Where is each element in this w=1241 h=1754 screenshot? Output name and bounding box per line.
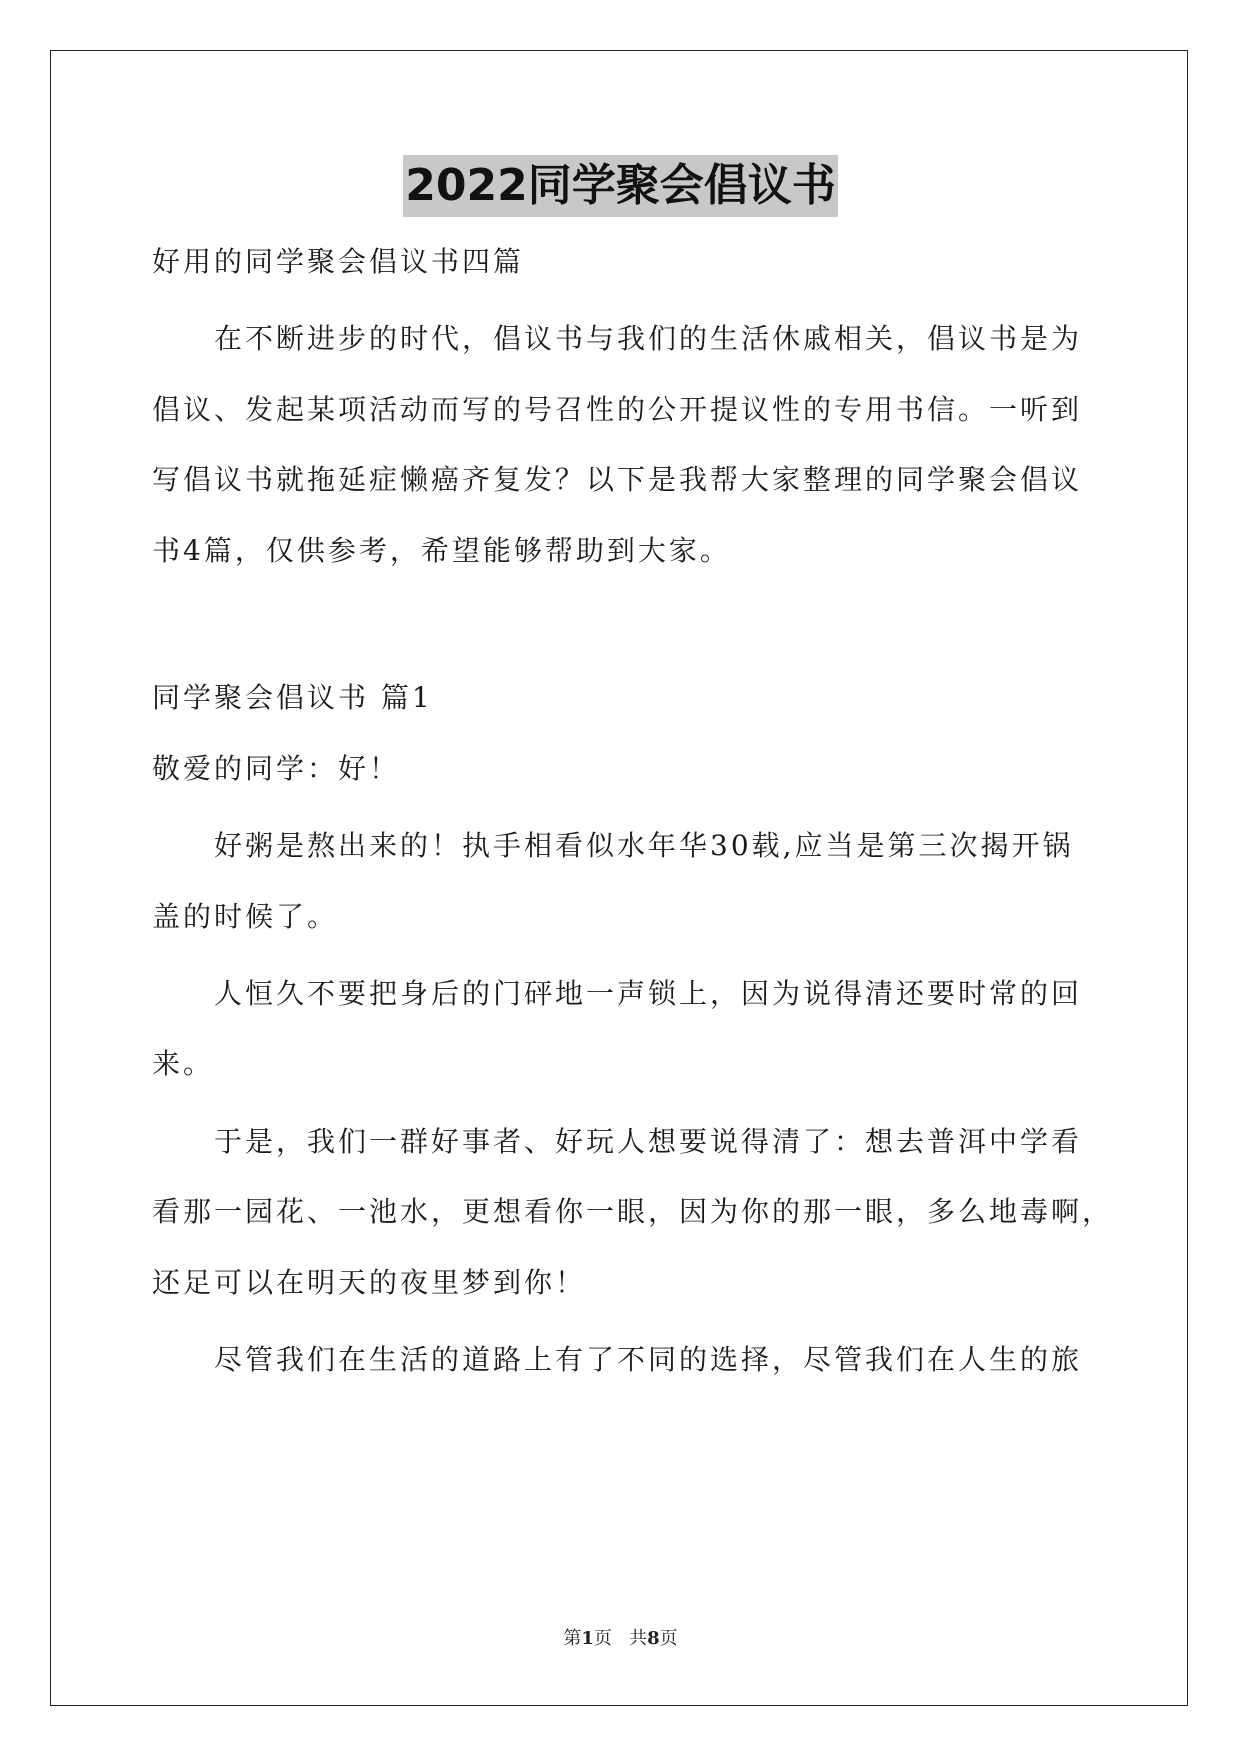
title-container [0,155,1241,217]
salutation: 敬爱的同学：好！ [152,752,401,785]
intro-line: 在不断进步的时代，倡议书与我们的生活休戚相关，倡议书是为 [214,322,1083,355]
section-heading: 同学聚会倡议书 篇1 [152,681,433,714]
footer-page-suffix: 页 [659,1628,678,1649]
body-line: 于是，我们一群好事者、好玩人想要说得清了：想去普洱中学看 [214,1125,1083,1158]
body-line: 看那一园花、一池水，更想看你一眼，因为你的那一眼，多么地毒啊， [152,1195,1114,1228]
body-line: 好粥是熬出来的！执手相看似水年华30载,应当是第三次揭开锅 [214,829,1074,862]
body-line: 尽管我们在生活的道路上有了不同的选择，尽管我们在人生的旅 [214,1343,1083,1376]
intro-line: 书4篇，仅供参考，希望能够帮助到大家。 [152,534,731,567]
footer-page-prefix: 第 [563,1628,582,1649]
page-border [50,50,1188,1706]
body-line: 盖的时候了。 [152,900,339,933]
intro-line: 倡议、发起某项活动而写的号召性的公开提议性的专用书信。一听到 [152,393,1083,426]
body-line: 来。 [152,1047,215,1080]
document-title: 2022同学聚会倡议书 [403,155,837,217]
document-subtitle: 好用的同学聚会倡议书四篇 [152,245,525,278]
page-footer [0,1624,1241,1650]
body-line: 人恒久不要把身后的门砰地一声锁上，因为说得清还要时常的回 [214,977,1083,1010]
intro-line: 写倡议书就拖延症懒癌齐复发？以下是我帮大家整理的同学聚会倡议 [152,463,1083,496]
footer-page-current: 1 [581,1628,594,1649]
footer-page-mid: 页 共 [593,1628,648,1649]
body-line: 还足可以在明天的夜里梦到你！ [152,1266,587,1299]
footer-page-total: 8 [647,1628,660,1649]
